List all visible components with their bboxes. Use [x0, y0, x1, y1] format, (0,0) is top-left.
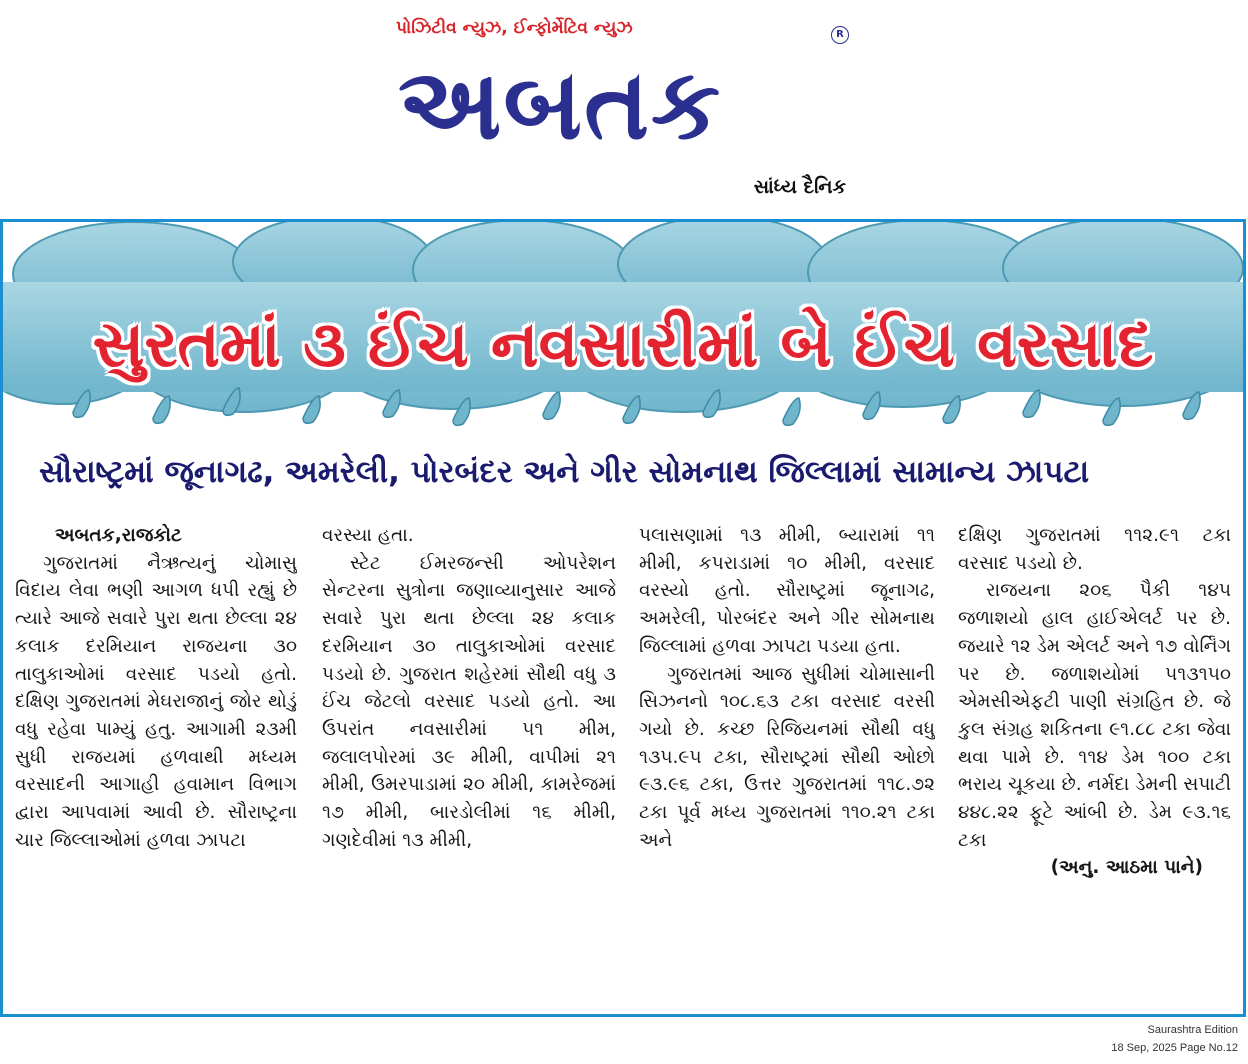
masthead	[0, 0, 1248, 220]
newspaper-logo: અબતક	[398, 48, 723, 162]
paragraph: રાજયના ૨૦૬ પૈકી ૧૪૫ જળાશયો હાલ હાઈએલર્ટ પર છે. જયારે ૧૨ ડેમ એલર્ટ અને ૧૭ વોર્નિંગ પર છે. જળાશયોમાં ૫૧૩૧૫૦ એમસીએફટી પાણી સંગ્રહિત છે. જે કુલ સંગ્રહ શકિતના ૯૧.૮૮ ટકા જેવા થવા પામે છે. ૧૧૪ ડેમ ૧૦૦ ટકા ભરાય ચૂકયા છે. નર્મદા ડેમની સપાટી ૪૪૮.૨૨ ફૂટે આંબી છે. ડેમ ૯૩.૧૬ ટકા	[958, 580, 1231, 851]
column-2	[322, 522, 616, 1017]
column-3	[639, 522, 935, 1017]
dateline: અબતક,રાજકોટ	[55, 525, 182, 546]
paragraph: ગુજરાતમાં નૈઋત્યનું ચોમાસુ વિદાય લેવા ભણી આગળ ધપી રહ્યું છે ત્યારે આજે સવારે પુરા થતા છેલ્લા ૨૪ કલાક દરમિયાન રાજયના ૩૦ તાલુકાઓમાં વરસાદ પડયો હતો. દક્ષિણ ગુજરાતમાં મેઘરાજાનું જોર થોડું વધુ રહેવા પામ્યું હતુ. આગામી ૨૩મી સુધી રાજયમાં હળવાથી મધ્યમ વરસાદની આગાહી હવામાન વિભાગ દ્વારા આપવામાં આવી છે. સૌરાષ્ટ્રના ચાર જિલ્લાઓમાં હળવા ઝાપટા	[15, 552, 297, 851]
continued-on-page: (અનુ. આઠમા પાને)	[1050, 857, 1203, 879]
page-footer	[1038, 1021, 1238, 1061]
column-1	[15, 522, 297, 1017]
tagline: પોઝિટીવ ન્યુઝ, ઈન્ફોર્મેટિવ ન્યુઝ	[396, 18, 633, 38]
article-body	[3, 522, 1243, 1017]
date-page-label: 18 Sep, 2025 Page No.12	[1111, 1042, 1238, 1054]
article-frame	[0, 219, 1246, 1017]
paragraph: દક્ષિણ ગુજરાતમાં ૧૧૨.૯૧ ટકા વરસાદ પડયો છે.	[958, 525, 1231, 574]
headline: સુરતમાં ૩ ઈંચ નવસારીમાં બે ઈંચ વરસાદ	[92, 308, 1154, 382]
paragraph: સ્ટેટ ઈમરજન્સી ઓપરેશન સેન્ટરના સુત્રોના જણાવ્યાનુસાર આજે સવારે પુરા થતા છેલ્લા ૨૪ કલાક દરમિયાન ૩૦ તાલુકાઓમાં વરસાદ પડયો છે. ગુજરાત શહેરમાં સૌથી વધુ ૩ ઈંચ જેટલો વરસાદ પડયો હતો. આ ઉપરાંત નવસારીમાં ૫૧ મીમ, જલાલપોરમાં ૩૯ મીમી, વાપીમાં ૨૧ મીમી, ઉમરપાડામાં ૨૦ મીમી, કામરેજમાં ૧૭ મીમી, બારડોલીમાં ૧૬ મીમી, ગણદેવીમાં ૧૩ મીમી,	[322, 552, 616, 851]
column-4	[958, 522, 1231, 1017]
subheadline: સૌરાષ્ટ્રમાં જૂનાગઢ, અમરેલી, પોરબંદર અને ગીર સોમનાથ જિલ્લામાં સામાન્ય ઝાપટા	[39, 454, 1090, 490]
masthead-subtitle: સાંધ્ય દૈનિક	[753, 176, 846, 198]
paragraph: ગુજરાતમાં આજ સુધીમાં ચોમાસાની સિઝનનો ૧૦૮.૬૩ ટકા વરસાદ વરસી ગયો છે. કચ્છ રિજિયનમાં સૌથી વધુ ૧૩૫.૯૫ ટકા, સૌરાષ્ટ્રમાં સૌથી ઓછો ૯૩.૯૬ ટકા, ઉત્તર ગુજરાતમાં ૧૧૮.૭૨ ટકા પૂર્વ મધ્ય ગુજરાતમાં ૧૧૦.૨૧ ટકા અને	[639, 663, 935, 851]
rain-cloud-banner	[3, 222, 1243, 472]
registered-mark-icon: R	[831, 26, 849, 44]
edition-label: Saurashtra Edition	[1147, 1024, 1238, 1036]
paragraph: વરસ્યા હતા.	[322, 525, 414, 546]
paragraph: પલાસણામાં ૧૩ મીમી, બ્યારામાં ૧૧ મીમી, કપરાડામાં ૧૦ મીમી, વરસાદ વરસ્યો હતો. સૌરાષ્ટ્રમાં જૂનાગઢ, અમરેલી, પોરબંદર અને ગીર સોમનાથ જિલ્લામાં હળવા ઝાપટા પડયા હતા.	[639, 525, 935, 657]
